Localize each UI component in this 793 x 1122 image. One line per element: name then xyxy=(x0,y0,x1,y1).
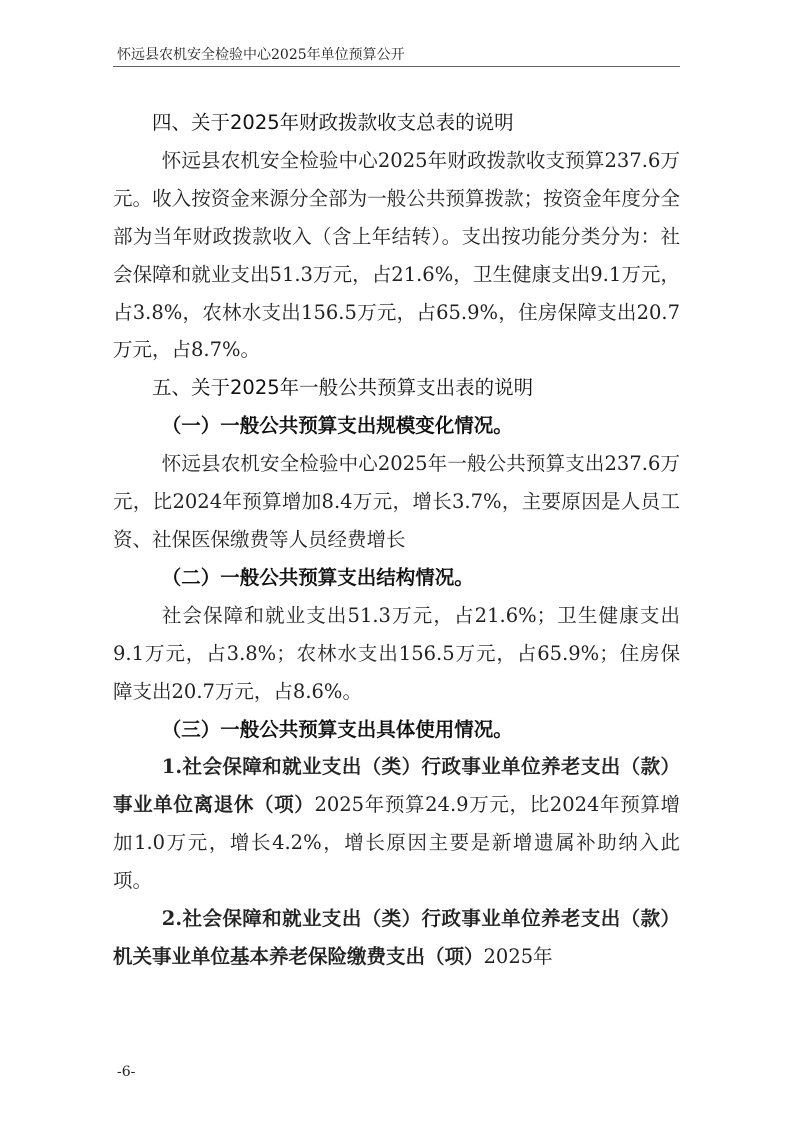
item-2-lead: 2.社会保障和就业支出（类）行政事业单位养老支出（款）机关事业单位基本养老保险缴费支出（项） xyxy=(113,907,680,968)
item-1-lead: 1.社会保障和就业支出（类）行政事业单位养老支出（款）事业单位离退休（项） xyxy=(113,755,680,817)
section-5-heading: 五、关于2025年一般公共预算支出表的说明 xyxy=(152,376,534,400)
subsection-1-heading: （一）一般公共预算支出规模变化情况。 xyxy=(161,414,513,438)
item-2-paragraph xyxy=(113,900,680,976)
subsection-2-heading: （二）一般公共预算支出结构情况。 xyxy=(161,565,474,589)
section-4-paragraph: 怀远县农机安全检验中心2025年财政拨款收支预算237.6万元。收入按资金来源分全部为一般公共预算拨款；按资金年度分全部为当年财政拨款收入（含上年结转）。支出按功能分类分为：社会保障和就业支出51.3万元，占21.6%，卫生健康支出9.1万元，占3.8%，农林水支出156.5万元，占65.9%，住房保障支出20.7万元，占8.7%。 xyxy=(113,148,680,362)
subsection-1-paragraph: 怀远县农机安全检验中心2025年一般公共预算支出237.6万元，比2024年预算增加8.4万元，增长3.7%，主要原因是人员工资、社保医保缴费等人员经费增长 xyxy=(113,452,680,551)
page-header: 怀远县农机安全检验中心2025年单位预算公开 xyxy=(117,47,405,63)
subsection-2-paragraph: 社会保障和就业支出51.3万元，占21.6%；卫生健康支出9.1万元，占3.8%；农林水支出156.5万元，占65.9%；住房保障支出20.7万元，占8.6%。 xyxy=(113,603,680,703)
section-4-heading: 四、关于2025年财政拨款收支总表的说明 xyxy=(152,111,514,134)
subsection-3-heading: （三）一般公共预算支出具体使用情况。 xyxy=(161,717,513,741)
document-body xyxy=(113,104,680,976)
item-1-paragraph xyxy=(113,748,680,900)
item-1-text: 2025年预算24.9万元，比2024年预算增加1.0万元，增长4.2%，增长原因主要是新增遗属补助纳入此项。 xyxy=(113,793,680,893)
page-number: -6- xyxy=(117,1064,136,1080)
item-2-text: 2025年 xyxy=(483,944,553,968)
header-rule xyxy=(113,66,680,67)
